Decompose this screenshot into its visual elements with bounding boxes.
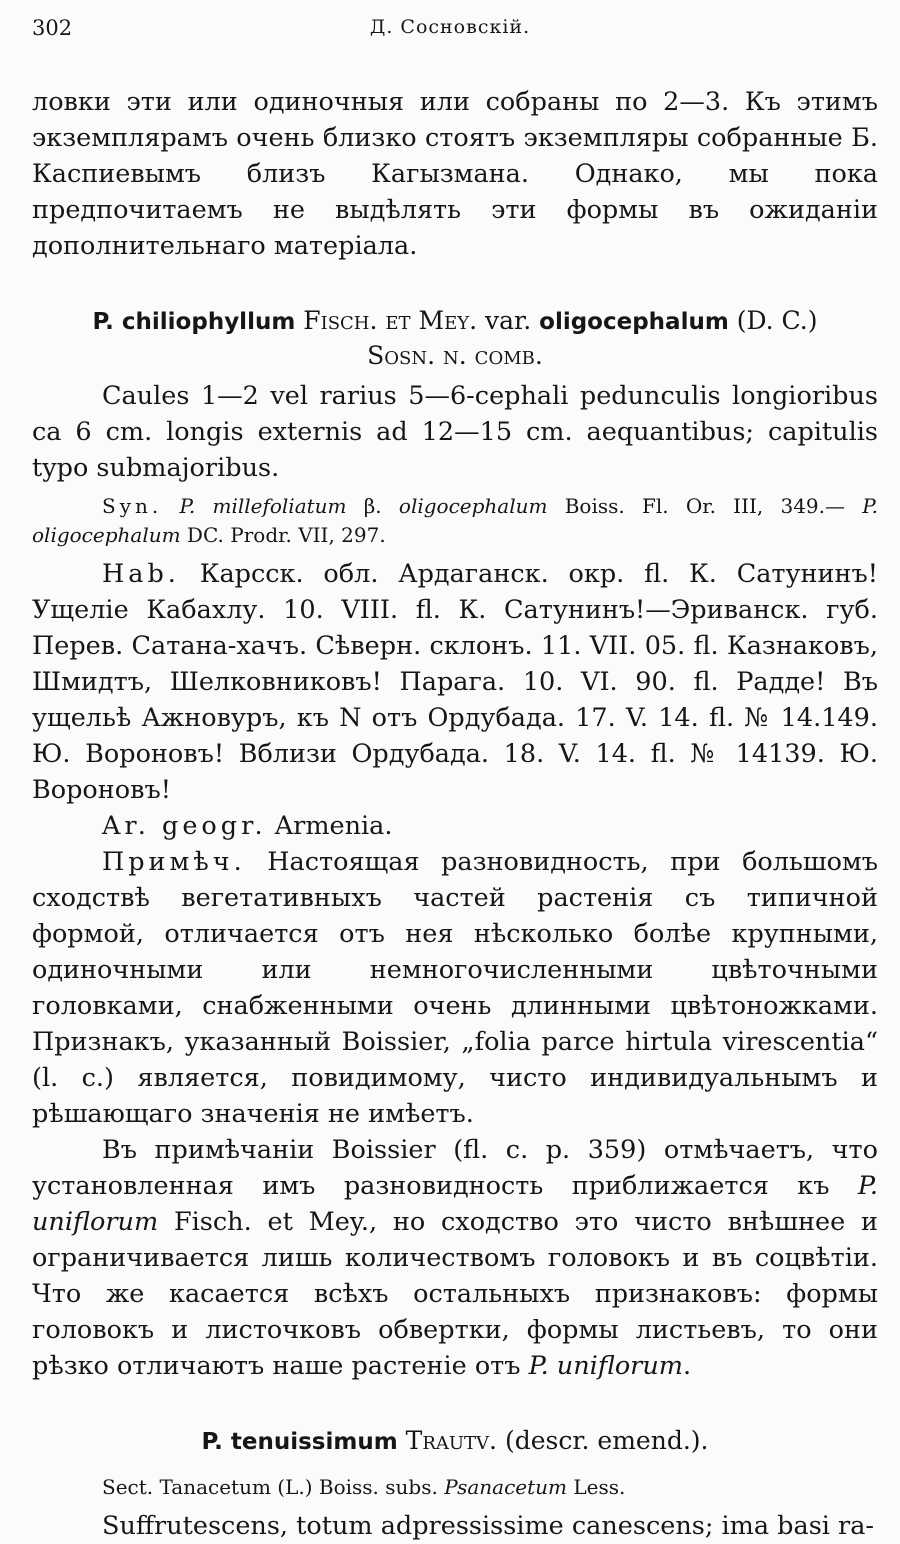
species-name-2: P. tenuissimum	[201, 1429, 398, 1455]
variety-authority: (D. C.)	[728, 306, 818, 335]
latin-description-2: Suffrutescens, totum adpressissime canescens; ima basi ra-	[102, 1511, 875, 1541]
note-text: Настоящая разновидность, при большомъ сходствѣ вегетативныхъ частей растенія съ типичной формой, отличается отъ нея нѣсколько болѣе крупными, одиночными или немногочисленными цвѣточными головками, снабженными очень длинными цвѣтоножками. Признакъ, указанный Boissier, „folia parce hirtula virescentia“ (l. c.) является, повидимому, чисто индивидуальнымъ и рѣшающаго значенія не имѣетъ.	[32, 847, 878, 1129]
area-paragraph	[32, 808, 878, 844]
rank-word: var.	[477, 306, 540, 335]
area-text: Armenia.	[266, 811, 393, 841]
syn-name-1: P. millefoliatum	[179, 494, 347, 518]
intro-paragraph: ловки эти или одиночныя или собраны по 2—3. Къ этимъ экземплярамъ очень близко стоятъ экземпляры собранные Б. Каспиевымъ близъ Кагызмана. Однако, мы пока предпочитаемъ не выдѣлять эти формы въ ожиданіи дополнительнаго матеріала.	[32, 87, 878, 261]
hab-text: Карсск. обл. Ардаганск. окр. fl. К. Сатунинъ! Ущеліе Кабахлу. 10. VIII. fl. К. Сатунинъ!—Эриванск. губ. Перев. Сатана-хачъ. Сѣверн. склонъ. 11. VII. 05. fl. Казнаковъ, Шмидтъ, Шелковниковъ! Парага. 10. VI. 90. fl. Радде! Въ ущельѣ Ажновуръ, къ N отъ Ордубада. 17. V. 14. fl. № 14.149. Ю. Вороновъ! Вблизи Ордубада. 18. V. 14. fl. № 14139. Ю. Вороновъ!	[32, 559, 878, 805]
synonymy: Syn. P. millefoliatum β. oligocephalum Boiss. Fl. Or. III, 349.— P. oligocephalum DC. Prodr. VII, 297.	[32, 494, 878, 547]
species-heading-chiliophyllum	[32, 304, 878, 372]
combination-authority: Sosn. n. comb.	[367, 341, 543, 370]
syn-name-2: oligocephalum	[398, 494, 548, 518]
taxon-uniflorum: P. uniflorum	[32, 1171, 878, 1237]
note-paragraph	[32, 844, 878, 1132]
species-name: P. chiliophyllum	[92, 309, 296, 335]
page-number: 302	[32, 16, 73, 40]
taxon-uniflorum-2: P. uniflorum	[528, 1351, 683, 1381]
latin-description: Caules 1—2 vel rarius 5—6-cephali pedunculis longioribus ca 6 cm. longis externis ad 12—15 cm. aequantibus; capitulis typo submajoribus.	[32, 381, 878, 483]
section-line: Sect. Tanacetum (L.) Boiss. subs. Psanacetum Less.	[102, 1475, 626, 1499]
note-label: Примѣч.	[102, 847, 246, 877]
species-authority: Fisch. et Mey.	[295, 306, 478, 335]
hab-label: Hab.	[102, 559, 180, 589]
page-header	[32, 16, 868, 44]
variety-name: oligocephalum	[539, 309, 729, 335]
syn-name-3: P. oligocephalum	[32, 494, 878, 547]
page-body	[32, 84, 878, 1544]
running-head: Д. Сосновскій.	[369, 16, 531, 38]
area-label: Ar. geogr.	[102, 811, 267, 841]
subsection-name: Psanacetum	[444, 1475, 568, 1499]
species-heading-tenuissimum: P. tenuissimum Trautv. (descr. emend.).	[201, 1426, 709, 1455]
habitat-paragraph	[32, 556, 878, 808]
species-authority-2: Trautv.	[397, 1426, 497, 1455]
boissier-remark-paragraph: Въ примѣчаніи Boissier (fl. c. p. 359) отмѣчаетъ, что установленная имъ разновидность приближается къ P. uniflorum Fisch. et Mey., но сходство это чисто внѣшнее и ограничивается лишь количествомъ головокъ и въ соцвѣтіи. Что же касается всѣхъ остальныхъ признаковъ: формы головокъ и листочковъ обвертки, формы листьевъ, то они рѣзко отличаютъ наше растеніе отъ P. uniflorum.	[32, 1135, 878, 1381]
syn-label: Syn.	[102, 494, 163, 518]
